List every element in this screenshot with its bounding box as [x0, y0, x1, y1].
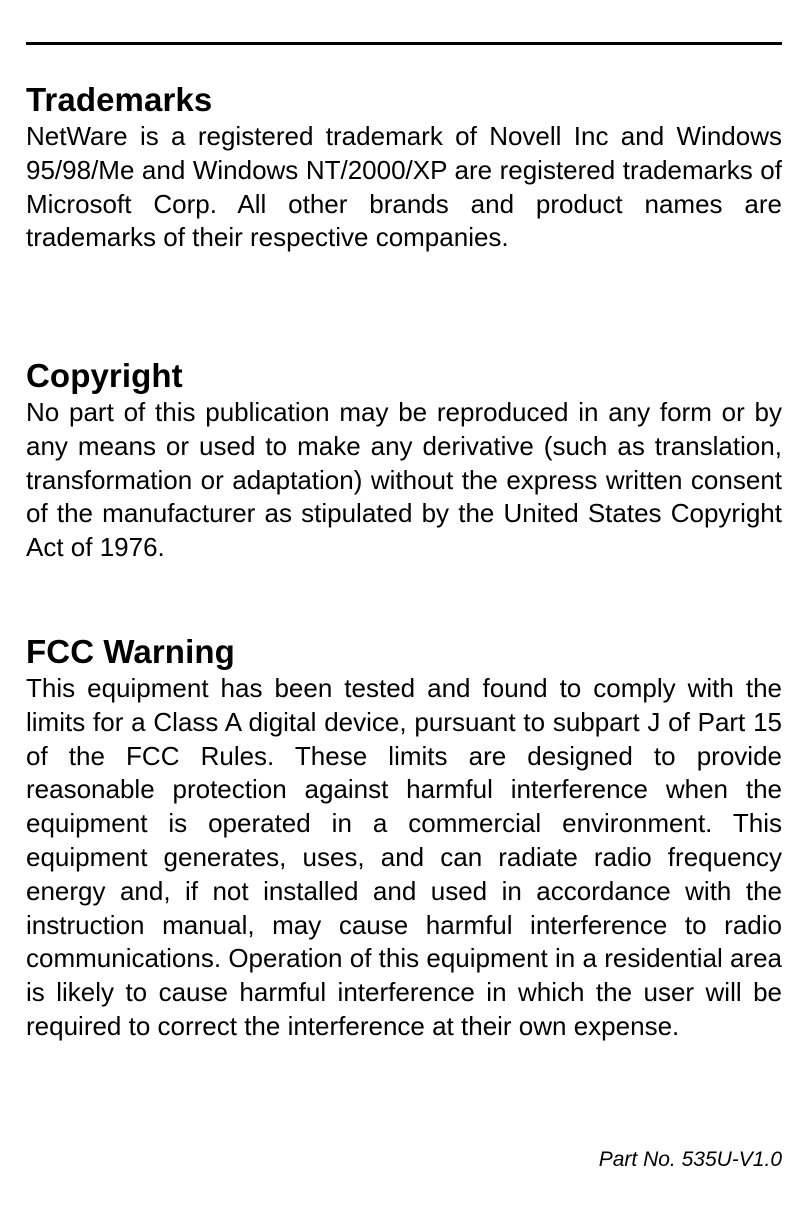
copyright-section: [26, 356, 782, 565]
trademarks-heading: Trademarks: [26, 81, 213, 118]
copyright-heading: Copyright: [26, 357, 183, 394]
fcc-warning-heading: FCC Warning: [26, 633, 235, 670]
document-page: [26, 0, 782, 1211]
trademarks-section: [26, 80, 782, 255]
trademarks-body: NetWare is a registered trademark of Novell Inc and Windows 95/98/Me and Windows NT/2000/XP are registered trademarks of Microsoft Corp. All other brands and product names are trademarks of their respective companies.: [26, 121, 782, 253]
copyright-body: No part of this publication may be reproduced in any form or by any means or used to make any derivative (such as translation, transformation or adaptation) without the express written consent of the manufacturer as stipulated by the United States Copyright Act of 1976.: [26, 397, 782, 563]
fcc-warning-body: This equipment has been tested and found to comply with the limits for a Class A digital device, pursuant to subpart J of Part 15 of the FCC Rules. These limits are designed to provide reasonable protection against harmful interference when the equipment is operated in a commercial environment. This equipment generates, uses, and can radiate radio frequency energy and, if not installed and used in accordance with the instruction manual, may cause harmful interference to radio communications. Operation of this equipment in a residential area is likely to cause harmful interference in which the user will be required to correct the interference at their own expense.: [26, 673, 782, 1041]
top-horizontal-rule: [26, 42, 782, 45]
part-number: Part No. 535U-V1.0: [598, 1148, 782, 1171]
fcc-warning-section: [26, 632, 782, 1044]
